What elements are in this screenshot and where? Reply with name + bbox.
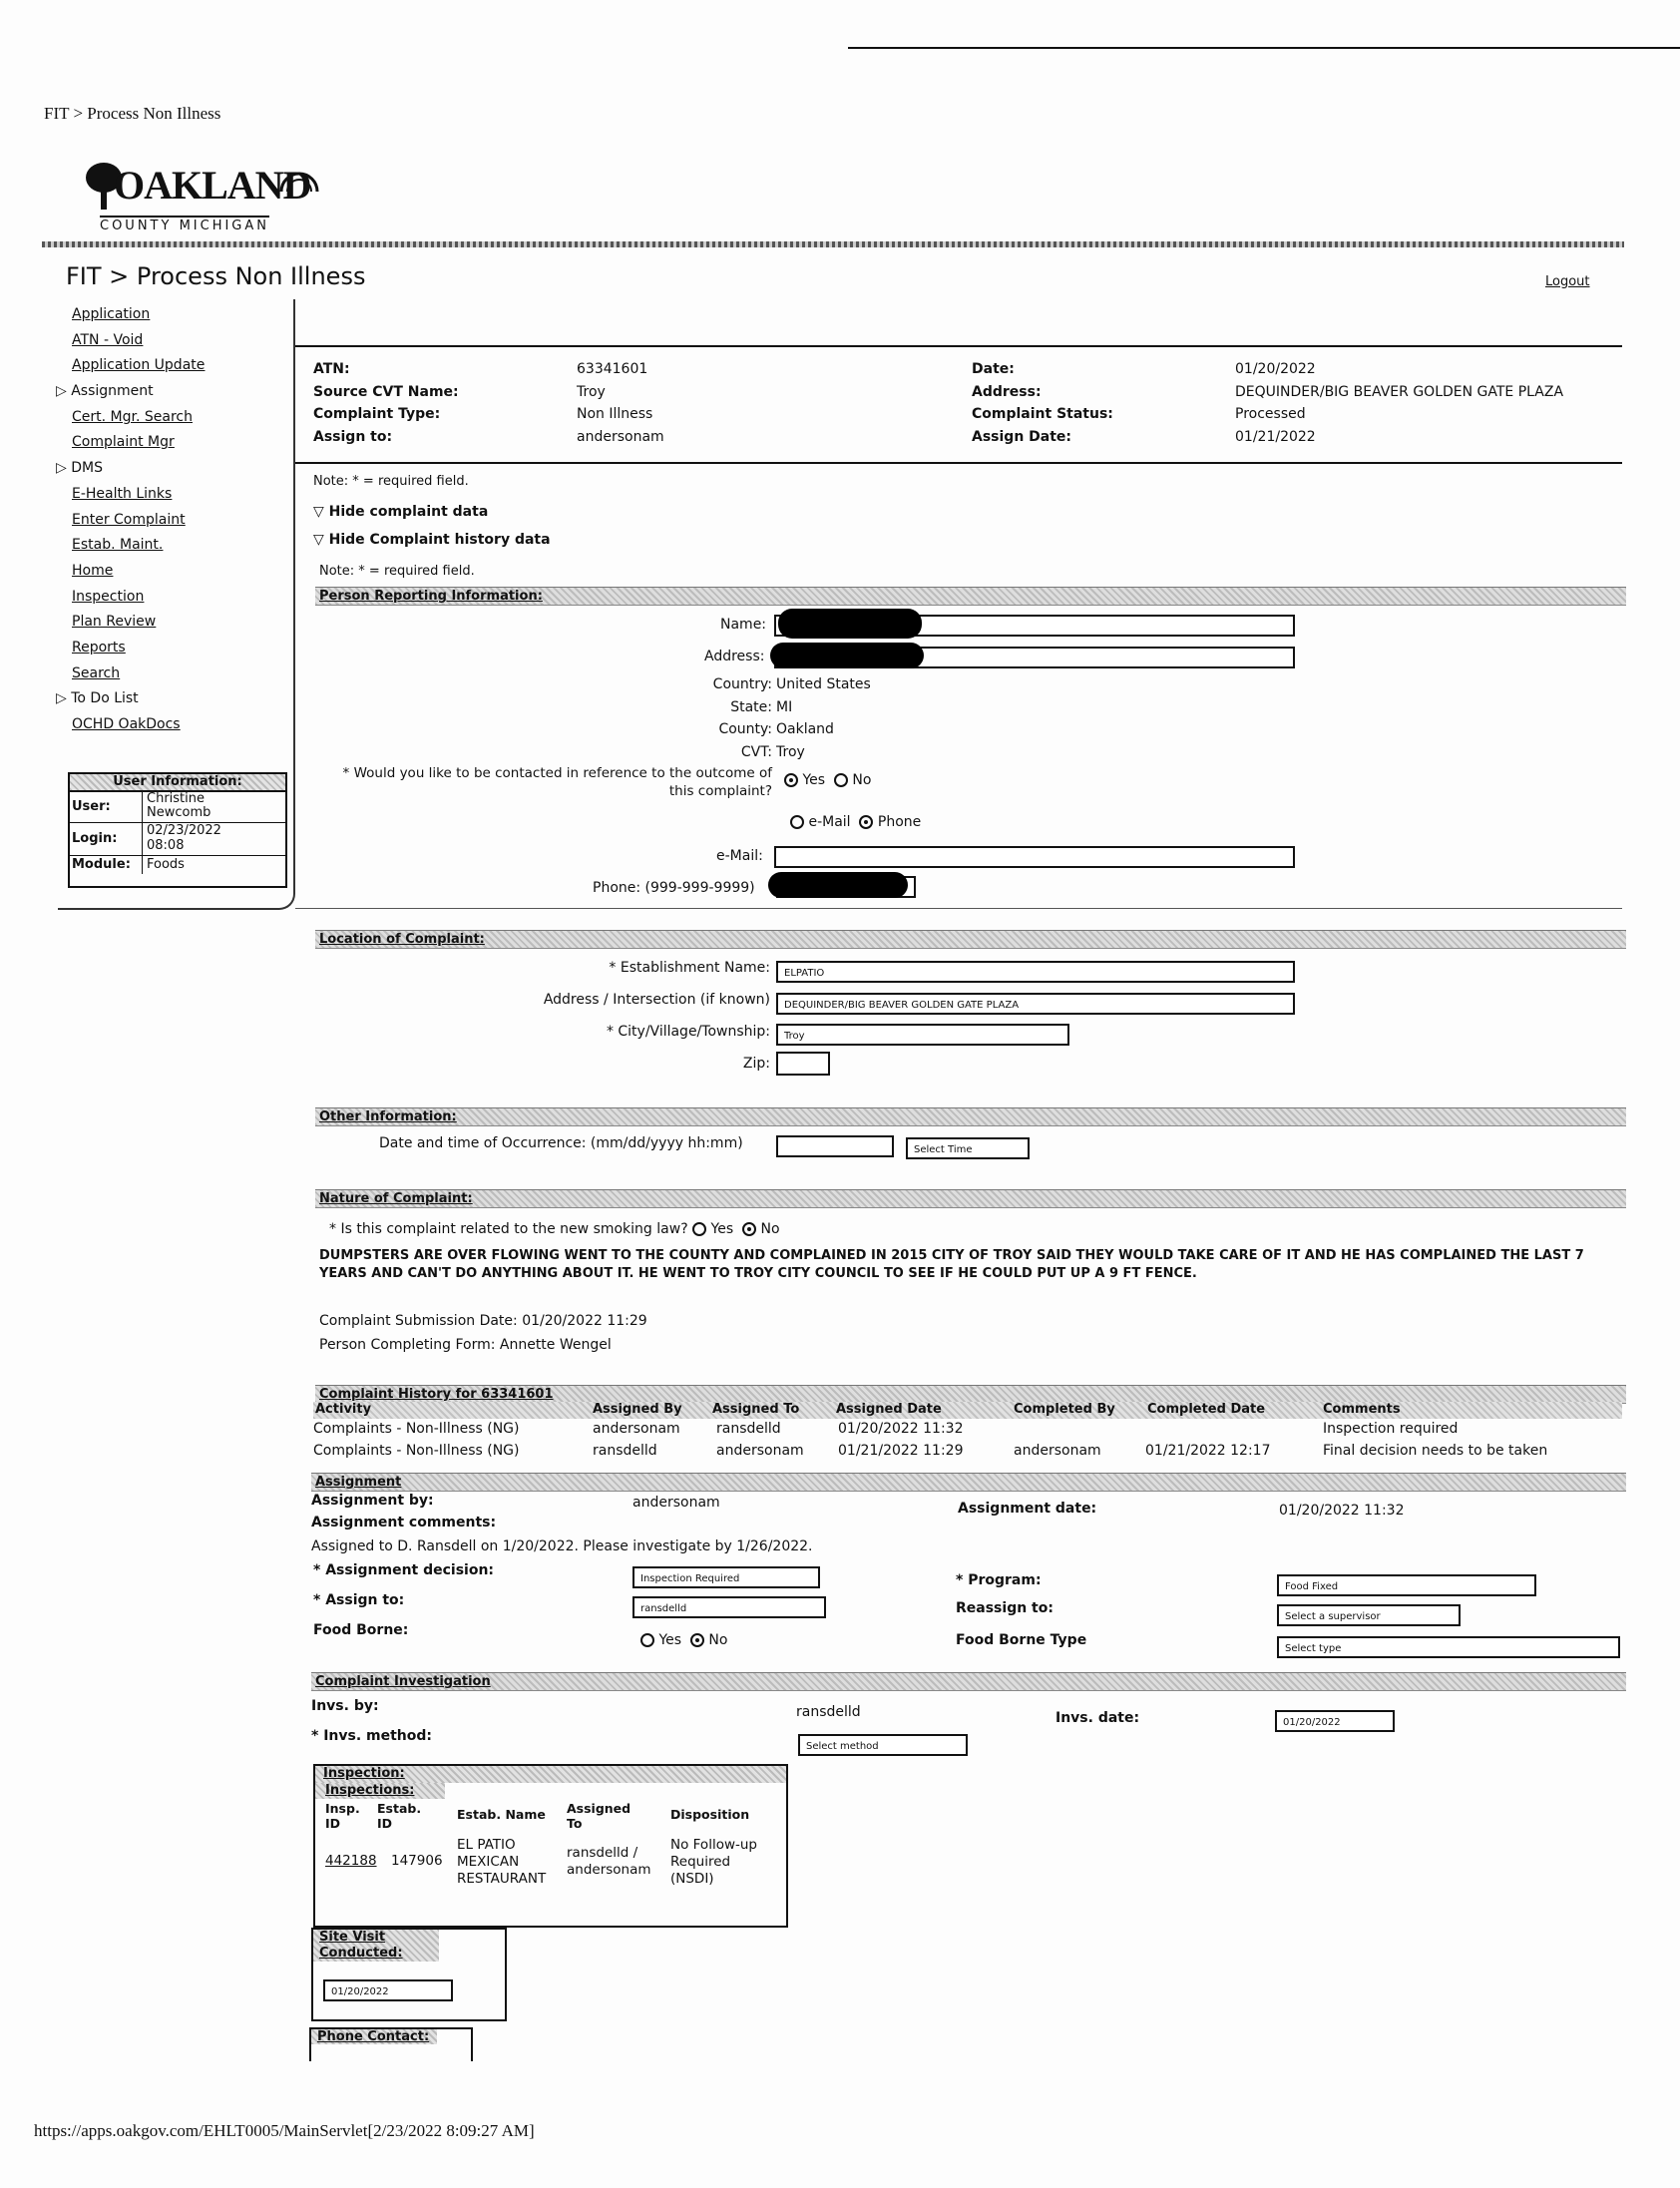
food-borne-label: Food Borne:	[313, 1622, 409, 1638]
user-info-title: User Information:	[70, 774, 285, 792]
assigned-to: ransdelld / andersonam	[567, 1845, 651, 1878]
logout-link[interactable]: Logout	[1545, 274, 1590, 289]
history-table	[313, 1402, 1622, 1461]
invs-method-select[interactable]: Select method	[798, 1734, 968, 1756]
zip-field[interactable]	[776, 1052, 830, 1076]
address-value: DEQUINDER/BIG BEAVER GOLDEN GATE PLAZA	[1235, 383, 1564, 400]
food-borne-type-select[interactable]: Select type	[1277, 1636, 1620, 1658]
assign-label: Assign to:	[313, 428, 393, 445]
history-col: Completed By	[1014, 1402, 1115, 1417]
phone-label: Phone: (999-999-9999)	[593, 880, 755, 896]
scan-top-line	[848, 47, 1680, 49]
complaint-text: DUMPSTERS ARE OVER FLOWING WENT TO THE COUNTY AND COMPLAINED IN 2015 CITY OF TROY SAID THEY WOULD TAKE CARE OF IT AND HE HAS COMPLAINED THE LAST 7 YEARS AND CAN'T DO ANYTHING ABOUT IT. HE WENT TO TROY CITY COUNCIL TO SEE IF HE COULD PUT UP A 9 FT FENCE.	[319, 1248, 1584, 1281]
phone-redaction	[768, 872, 908, 898]
cvt-label: CVT:	[740, 743, 772, 760]
history-cell: ransdelld	[716, 1421, 781, 1437]
name-redaction	[778, 609, 922, 639]
reassign-select[interactable]: Select a supervisor	[1277, 1604, 1461, 1626]
food-borne-yes-radio[interactable]	[640, 1633, 654, 1647]
assign-by-value: andersonam	[632, 1495, 720, 1511]
state-value: MI	[776, 698, 793, 715]
triangle-right-icon: ▷	[56, 383, 72, 400]
user-label: User:	[70, 792, 143, 822]
title-rule	[42, 241, 1624, 247]
login-label: Login:	[70, 823, 143, 855]
county-label: County:	[718, 721, 772, 737]
cvt-value: Troy	[776, 743, 805, 760]
loc-address-label: Address / Intersection (if known)	[543, 992, 770, 1008]
history-col: Comments	[1323, 1402, 1401, 1417]
assign-value: andersonam	[577, 428, 664, 445]
site-visit-box	[311, 1928, 507, 2021]
sidebar-item-label: E-Health Links	[72, 485, 173, 502]
hide-history-toggle[interactable]	[313, 532, 551, 548]
estab-name: EL PATIO MEXICAN RESTAURANT	[457, 1837, 547, 1887]
history-cell: andersonam	[716, 1443, 804, 1459]
assign-to-select[interactable]: ransdelld	[632, 1596, 826, 1618]
invs-by-value: ransdelld	[796, 1704, 861, 1720]
status-label: Complaint Status:	[972, 406, 1113, 422]
assign-date-value: 01/21/2022	[1235, 428, 1316, 445]
type-label: Complaint Type:	[313, 406, 441, 422]
inspection-box	[313, 1764, 788, 1928]
sidebar-item-label: Assignment	[71, 383, 154, 400]
contact-yes-no	[784, 772, 871, 788]
source-label: Source CVT Name:	[313, 383, 459, 400]
est-field[interactable]: ELPATIO	[776, 961, 1295, 983]
history-cell: Final decision needs to be taken	[1323, 1443, 1548, 1459]
sun-icon	[279, 162, 319, 202]
atn-value: 63341601	[577, 361, 648, 377]
history-cell: ransdelld	[593, 1443, 657, 1459]
history-cell: andersonam	[1014, 1443, 1101, 1459]
hide-history-label: Hide Complaint history data	[328, 532, 551, 548]
email-field[interactable]	[774, 846, 1295, 868]
phone-contact-title: Phone Contact:	[311, 2029, 437, 2044]
sidebar-item-label: Enter Complaint	[72, 511, 186, 528]
email-opt-label: e-Mail	[808, 814, 851, 830]
inspection-title: Inspection:	[315, 1766, 786, 1783]
sidebar-item-label: DMS	[71, 460, 103, 477]
status-value: Processed	[1235, 406, 1306, 422]
phone-opt-label: Phone	[877, 814, 922, 830]
table-row	[313, 1421, 1622, 1439]
assign-date-label: Assign Date:	[972, 428, 1072, 445]
history-cell: 01/20/2022 11:32	[838, 1421, 964, 1437]
name-label: Name:	[720, 617, 767, 633]
triangle-down-icon: ▽	[313, 532, 329, 548]
contact-question: * Would you like to be contacted in reference to the outcome of this complaint?	[342, 765, 772, 799]
email-label: e-Mail:	[716, 848, 763, 864]
inspections-subtitle: Inspections:	[315, 1783, 445, 1799]
email-radio[interactable]	[790, 815, 804, 829]
history-cell: andersonam	[593, 1421, 680, 1437]
disposition: No Follow-up Required (NSDI)	[670, 1837, 757, 1887]
summary-top-rule	[295, 345, 1622, 347]
county-value: Oakland	[776, 721, 834, 737]
contact-no-radio[interactable]	[834, 773, 848, 787]
zip-label: Zip:	[742, 1056, 770, 1072]
sidebar-item-label: To Do List	[71, 690, 139, 707]
occurrence-label: Date and time of Occurrence: (mm/dd/yyyy hh:mm)	[379, 1135, 743, 1151]
reassign-label: Reassign to:	[956, 1600, 1053, 1616]
site-visit-date[interactable]: 01/20/2022	[323, 1979, 453, 2001]
address-redaction	[770, 643, 924, 668]
contact-no-label: No	[852, 772, 872, 788]
location-header: Location of Complaint:	[315, 930, 1626, 949]
invs-date-field[interactable]: 01/20/2022	[1275, 1710, 1395, 1732]
assignment-header: Assignment	[311, 1473, 1626, 1492]
sidebar-item-label: Estab. Maint.	[72, 537, 164, 554]
sidebar-item-label: Application	[72, 306, 151, 322]
sidebar-item-label: Inspection	[72, 588, 145, 605]
invs-date-label: Invs. date:	[1055, 1710, 1140, 1726]
logo-name: OAKLAND	[114, 163, 311, 208]
program-select[interactable]: Food Fixed	[1277, 1574, 1536, 1596]
history-cell: Complaints - Non-Illness (NG)	[313, 1443, 520, 1459]
sidebar-item-label: Home	[72, 562, 114, 579]
triangle-right-icon: ▷	[56, 690, 72, 707]
other-header: Other Information:	[315, 1107, 1626, 1126]
history-col: Assigned Date	[836, 1402, 942, 1417]
address-label: Address:	[704, 649, 765, 664]
atn-label: ATN:	[313, 361, 350, 377]
sidebar-item-label: OCHD OakDocs	[72, 716, 181, 732]
hide-complaint-toggle[interactable]	[313, 504, 488, 520]
insp-col: Disposition	[670, 1807, 750, 1822]
table-row	[315, 1835, 786, 1905]
phone-radio[interactable]	[859, 815, 873, 829]
food-borne-type-label: Food Borne Type	[956, 1632, 1087, 1648]
food-borne-yes-label: Yes	[658, 1632, 682, 1648]
person-completing: Person Completing Form: Annette Wengel	[319, 1337, 612, 1353]
nature-header: Nature of Complaint:	[315, 1189, 1626, 1208]
country-value: United States	[776, 676, 871, 692]
contact-yes-label: Yes	[802, 772, 826, 788]
browser-header: FIT > Process Non Illness	[44, 104, 221, 123]
sidebar-item-label: Complaint Mgr	[72, 434, 175, 451]
smoking-no-radio[interactable]	[742, 1222, 756, 1236]
module-label: Module:	[70, 856, 143, 874]
invs-method-label: * Invs. method:	[311, 1728, 433, 1744]
assign-date-label-2: Assignment date:	[958, 1501, 1097, 1517]
smoking-question: * Is this complaint related to the new smoking law?	[329, 1221, 688, 1237]
smoking-yes-radio[interactable]	[692, 1222, 706, 1236]
est-label: * Establishment Name:	[609, 960, 770, 976]
required-note-2: Note: * = required field.	[319, 564, 475, 579]
user-info-box	[68, 772, 287, 888]
reporter-bottom-rule	[295, 908, 1622, 909]
smoking-row	[329, 1221, 780, 1237]
triangle-right-icon: ▷	[56, 460, 72, 477]
city-label: * City/Village/Township:	[606, 1024, 770, 1040]
insp-col: Insp. ID	[325, 1801, 360, 1831]
history-col: Activity	[315, 1402, 372, 1417]
insp-col: Estab. Name	[457, 1807, 546, 1822]
date-value: 01/20/2022	[1235, 361, 1316, 377]
decision-select[interactable]: Inspection Required	[632, 1566, 820, 1588]
city-field[interactable]: Troy	[776, 1024, 1069, 1046]
estab-id: 147906	[391, 1853, 443, 1869]
occurrence-date-field[interactable]	[776, 1135, 894, 1157]
insp-col: Estab. ID	[377, 1801, 422, 1831]
date-label: Date:	[972, 361, 1015, 377]
logo-sub: COUNTY MICHIGAN	[100, 216, 269, 233]
state-label: State:	[730, 698, 772, 715]
history-cell: 01/21/2022 11:29	[838, 1443, 964, 1459]
user-value: Christine Newcomb	[147, 791, 211, 820]
insp-id-link[interactable]: 442188	[325, 1853, 377, 1869]
history-cell: 01/21/2022 12:17	[1145, 1443, 1271, 1459]
address-label: Address:	[972, 383, 1042, 400]
assign-by-label: Assignment by:	[311, 1493, 434, 1509]
oakland-logo	[84, 160, 323, 239]
loc-address-field[interactable]: DEQUINDER/BIG BEAVER GOLDEN GATE PLAZA	[776, 993, 1295, 1015]
food-borne-no-label: No	[708, 1632, 728, 1648]
smoking-yes-label: Yes	[710, 1221, 734, 1237]
table-row	[313, 1443, 1622, 1461]
food-borne-no-radio[interactable]	[690, 1633, 704, 1647]
triangle-down-icon: ▽	[313, 504, 329, 520]
investigation-header: Complaint Investigation	[311, 1672, 1626, 1691]
program-label: * Program:	[956, 1572, 1042, 1588]
sidebar-item-label: Reports	[72, 639, 126, 656]
sidebar-item-label: Plan Review	[72, 614, 157, 631]
food-borne-radios	[640, 1632, 727, 1648]
phone-contact-box	[309, 2027, 473, 2061]
login-value: 02/23/2022 08:08	[147, 823, 221, 853]
submission-date: Complaint Submission Date: 01/20/2022 11:29	[319, 1313, 647, 1329]
hide-complaint-label: Hide complaint data	[328, 504, 489, 520]
site-visit-title: Site Visit Conducted:	[313, 1930, 439, 1962]
sidebar-item-label: Cert. Mgr. Search	[72, 408, 193, 425]
summary-bottom-rule	[295, 462, 1622, 464]
select-time-field[interactable]: Select Time	[906, 1137, 1030, 1159]
history-header: Complaint History for 63341601	[315, 1385, 1626, 1404]
reporter-header: Person Reporting Information:	[315, 587, 1626, 606]
type-value: Non Illness	[577, 406, 653, 422]
country-label: Country:	[712, 676, 772, 692]
decision-label: * Assignment decision:	[313, 1562, 495, 1578]
sidebar-item-label: ATN - Void	[72, 331, 144, 348]
sidebar-item-label: Search	[72, 664, 121, 681]
source-value: Troy	[577, 383, 606, 400]
insp-col: Assigned To	[567, 1801, 631, 1831]
history-cell: Inspection required	[1323, 1421, 1459, 1437]
contact-yes-radio[interactable]	[784, 773, 798, 787]
assign-date-value-2: 01/20/2022 11:32	[1279, 1503, 1405, 1519]
contact-method	[790, 814, 921, 830]
history-cell: Complaints - Non-Illness (NG)	[313, 1421, 520, 1437]
sidebar-item-label: Application Update	[72, 357, 206, 374]
assign-comments-label: Assignment comments:	[311, 1515, 497, 1531]
footer-url: https://apps.oakgov.com/EHLT0005/MainServlet[2/23/2022 8:09:27 AM]	[34, 2121, 535, 2140]
history-col: Completed Date	[1147, 1402, 1266, 1417]
assign-to-label: * Assign to:	[313, 1592, 405, 1608]
page-title: FIT > Process Non Illness	[66, 262, 366, 290]
history-col: Assigned To	[712, 1402, 800, 1417]
required-note: Note: * = required field.	[313, 474, 469, 489]
history-col-headers	[313, 1402, 1622, 1419]
smoking-no-label: No	[760, 1221, 780, 1237]
invs-by-label: Invs. by:	[311, 1698, 379, 1714]
module-value: Foods	[147, 857, 185, 872]
assign-comments: Assigned to D. Ransdell on 1/20/2022. Please investigate by 1/26/2022.	[311, 1538, 813, 1554]
history-col: Assigned By	[593, 1402, 682, 1417]
